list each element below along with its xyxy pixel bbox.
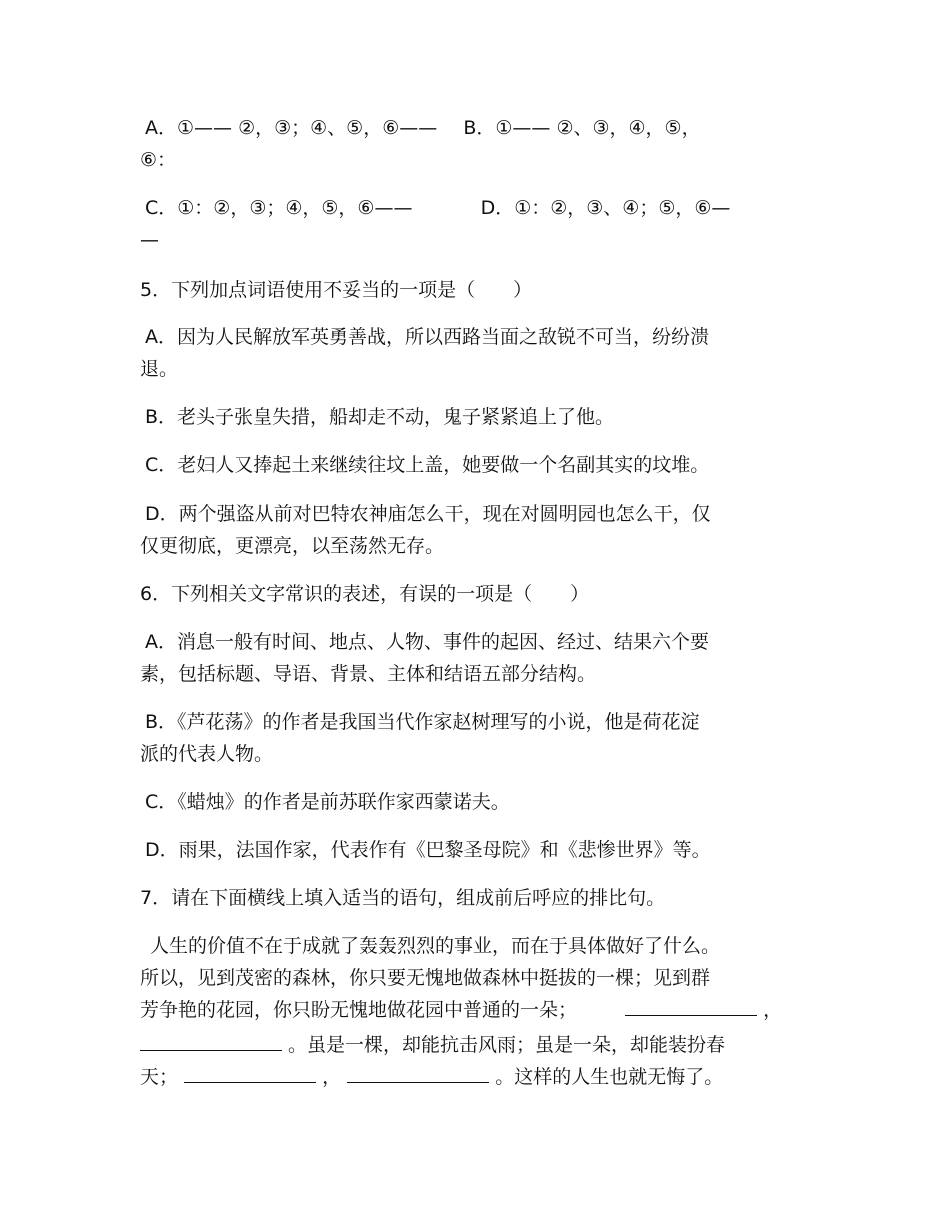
q7-passage-line3-text: 芳争艳的花园，你只盼无愧地做花园中普通的一朵； [140, 999, 578, 1021]
q7-passage-line4 [140, 1029, 790, 1061]
q5-option-b: B．老头子张皇失措，船却走不动，鬼子紧紧追上了他。 [145, 406, 615, 428]
q7-passage-line3 [140, 994, 790, 1026]
q7-passage-line4-text: 。虽是一棵，却能抗击风雨；虽是一朵，却能装扮春 [288, 1034, 726, 1056]
q5-option-d-line2: 仅更彻底，更漂亮，以至荡然无存。 [140, 535, 445, 557]
q7-passage-line2: 所以，见到茂密的森林，你只要无愧地做森林中挺拔的一棵；见到群 [140, 967, 711, 989]
q6-stem: 6．下列相关文字常识的表述，有误的一项是（ ） [140, 583, 590, 605]
q4-option-c: C．①：②，③；④，⑤，⑥—— [145, 197, 413, 219]
q5-option-c: C．老妇人又捧起土来继续往坟上盖，她要做一个名副其实的坟堆。 [145, 454, 710, 476]
q6-option-b-line2: 派的代表人物。 [140, 743, 274, 765]
q5-stem: 5．下列加点词语使用不妥当的一项是（ ） [140, 279, 533, 301]
q5-option-d-line1: D．两个强盗从前对巴特农神庙怎么干，现在对圆明园也怎么干，仅 [145, 503, 711, 525]
q6-option-b-line1: B．《芦花荡》的作者是我国当代作家赵树理写的小说，他是荷花淀 [145, 711, 700, 733]
q6-option-c: C．《蜡烛》的作者是前苏联作家西蒙诺夫。 [145, 791, 510, 813]
q4-options-ab [145, 112, 795, 144]
q7-passage-line5-start: 天； [140, 1066, 179, 1088]
q4-option-d: D．①：②，③、④；⑤，⑥— [480, 197, 731, 219]
q7-passage-line5 [140, 1061, 790, 1093]
q5-option-a-line1: A．因为人民解放军英勇善战，所以西路当面之敌锐不可当，纷纷溃 [145, 326, 709, 348]
q7-blank-4[interactable] [347, 1064, 489, 1083]
q7-blank-1[interactable] [625, 997, 757, 1016]
q4-option-b: B．①—— ②、③，④，⑤， [463, 117, 701, 139]
q7-comma: ， [763, 999, 783, 1021]
q6-option-a-line2: 素，包括标题、导语、背景、主体和结语五部分结构。 [140, 663, 597, 685]
q6-option-d: D．雨果，法国作家，代表作有《巴黎圣母院》和《悲惨世界》等。 [145, 839, 711, 861]
q4-option-b-continued: ⑥： [140, 149, 177, 171]
q4-option-d-continued: — [140, 229, 159, 251]
q4-option-a: A．①—— ②，③；④、⑤，⑥—— [145, 117, 438, 139]
q7-blank-3[interactable] [184, 1064, 316, 1083]
q7-blank-2[interactable] [140, 1032, 282, 1051]
q7-passage-line1: 人生的价值不在于成就了轰轰烈烈的事业，而在于具体做好了什么。 [150, 935, 721, 957]
q6-option-a-line1: A．消息一般有时间、地点、人物、事件的起因、经过、结果六个要 [145, 631, 709, 653]
q7-comma-2: ， [322, 1066, 342, 1088]
q5-option-a-line2: 退。 [140, 358, 179, 380]
q4-options-cd [145, 192, 795, 224]
q7-stem: 7．请在下面横线上填入适当的语句，组成前后呼应的排比句。 [140, 887, 666, 909]
q7-passage-line5-end: 。这样的人生也就无悔了。 [495, 1066, 724, 1088]
